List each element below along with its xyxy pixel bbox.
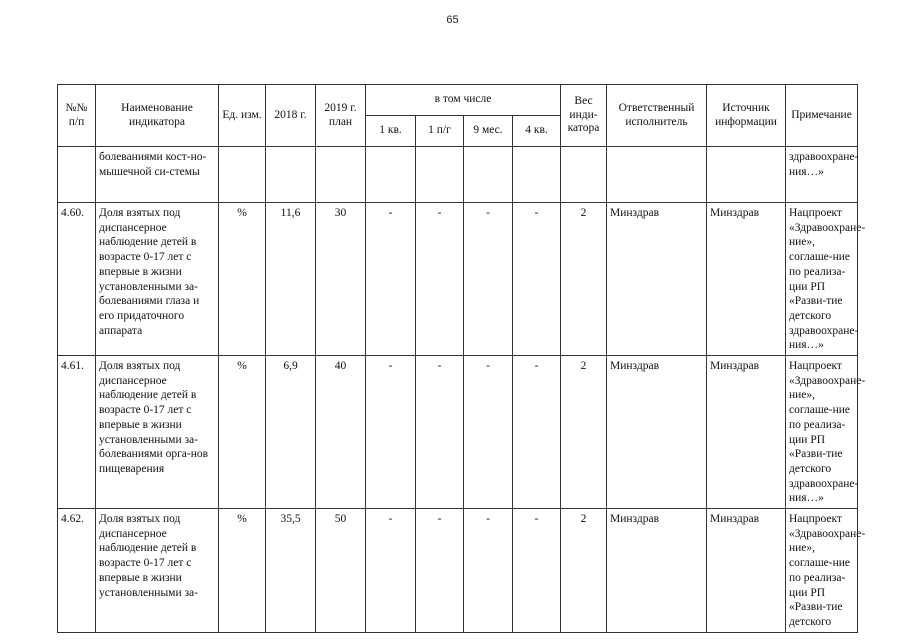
cell-2019: 30 (316, 203, 366, 356)
cell-q1: - (366, 203, 416, 356)
cell-note: Нацпроект «Здравоохране-ние», соглаше-ние по реализа-ции РП «Разви-тие детского здравоохране-ния…» (786, 356, 858, 509)
cell-2018: 11,6 (266, 203, 316, 356)
cell-name: Доля взятых под диспансерное наблюдение детей в возрасте 0-17 лет с впервые в жизни установленными за-болеваниями орга-нов пищеварения (96, 356, 219, 509)
cell-num (58, 147, 96, 203)
cell-responsible: Минздрав (607, 509, 707, 633)
header-note: Примечание (786, 85, 858, 147)
cell-9m: - (464, 203, 513, 356)
cell-h1: - (416, 356, 464, 509)
cell-responsible: Минздрав (607, 203, 707, 356)
header-2018: 2018 г. (266, 85, 316, 147)
cell-q1 (366, 147, 416, 203)
header-9m: 9 мес. (464, 116, 513, 147)
page-number: 65 (446, 14, 459, 26)
cell-source: Минздрав (707, 509, 786, 633)
header-q4: 4 кв. (513, 116, 561, 147)
table-row (58, 147, 858, 203)
header-h1: 1 п/г (416, 116, 464, 147)
cell-name: Доля взятых под диспансерное наблюдение детей в возрасте 0-17 лет с впервые в жизни установленными за- (96, 509, 219, 633)
cell-num: 4.61. (58, 356, 96, 509)
cell-q1: - (366, 356, 416, 509)
cell-source: Минздрав (707, 203, 786, 356)
cell-2019: 40 (316, 356, 366, 509)
header-source: Источник информации (707, 85, 786, 147)
cell-responsible (607, 147, 707, 203)
cell-h1: - (416, 203, 464, 356)
cell-q4: - (513, 356, 561, 509)
cell-9m (464, 147, 513, 203)
cell-note: Нацпроект «Здравоохране-ние», соглаше-ние по реализа-ции РП «Разви-тие детского (786, 509, 858, 633)
cell-q1: - (366, 509, 416, 633)
table-row (58, 509, 858, 633)
cell-2019: 50 (316, 509, 366, 633)
cell-name: болеваниями кост-но-мышечной си-стемы (96, 147, 219, 203)
cell-2019 (316, 147, 366, 203)
cell-h1 (416, 147, 464, 203)
header-responsible: Ответственный исполнитель (607, 85, 707, 147)
cell-note: здравоохране-ния…» (786, 147, 858, 203)
table-row (58, 203, 858, 356)
cell-unit: % (219, 203, 266, 356)
cell-name: Доля взятых под диспансерное наблюдение детей в возрасте 0-17 лет с впервые в жизни установленными за-болеваниями глаза и его придаточного аппарата (96, 203, 219, 356)
cell-q4 (513, 147, 561, 203)
cell-source (707, 147, 786, 203)
cell-unit (219, 147, 266, 203)
table-row (58, 356, 858, 509)
header-name: Наименование индикатора (96, 85, 219, 147)
cell-weight: 2 (561, 356, 607, 509)
cell-num: 4.60. (58, 203, 96, 356)
header-weight: Вес инди-катора (561, 85, 607, 147)
cell-weight (561, 147, 607, 203)
cell-weight: 2 (561, 509, 607, 633)
header-unit: Ед. изм. (219, 85, 266, 147)
cell-2018: 6,9 (266, 356, 316, 509)
cell-h1: - (416, 509, 464, 633)
cell-2018 (266, 147, 316, 203)
header-q1: 1 кв. (366, 116, 416, 147)
cell-2018: 35,5 (266, 509, 316, 633)
cell-unit: % (219, 509, 266, 633)
cell-source: Минздрав (707, 356, 786, 509)
cell-9m: - (464, 509, 513, 633)
cell-num: 4.62. (58, 509, 96, 633)
cell-q4: - (513, 509, 561, 633)
indicators-table (57, 84, 866, 633)
cell-weight: 2 (561, 203, 607, 356)
cell-9m: - (464, 356, 513, 509)
header-2019-plan: 2019 г. план (316, 85, 366, 147)
cell-q4: - (513, 203, 561, 356)
cell-unit: % (219, 356, 266, 509)
header-num: №№ п/п (58, 85, 96, 147)
cell-note: Нацпроект «Здравоохране-ние», соглаше-ние по реализа-ции РП «Разви-тие детского здравоохране-ния…» (786, 203, 858, 356)
cell-responsible: Минздрав (607, 356, 707, 509)
header-including: в том числе (366, 85, 561, 116)
